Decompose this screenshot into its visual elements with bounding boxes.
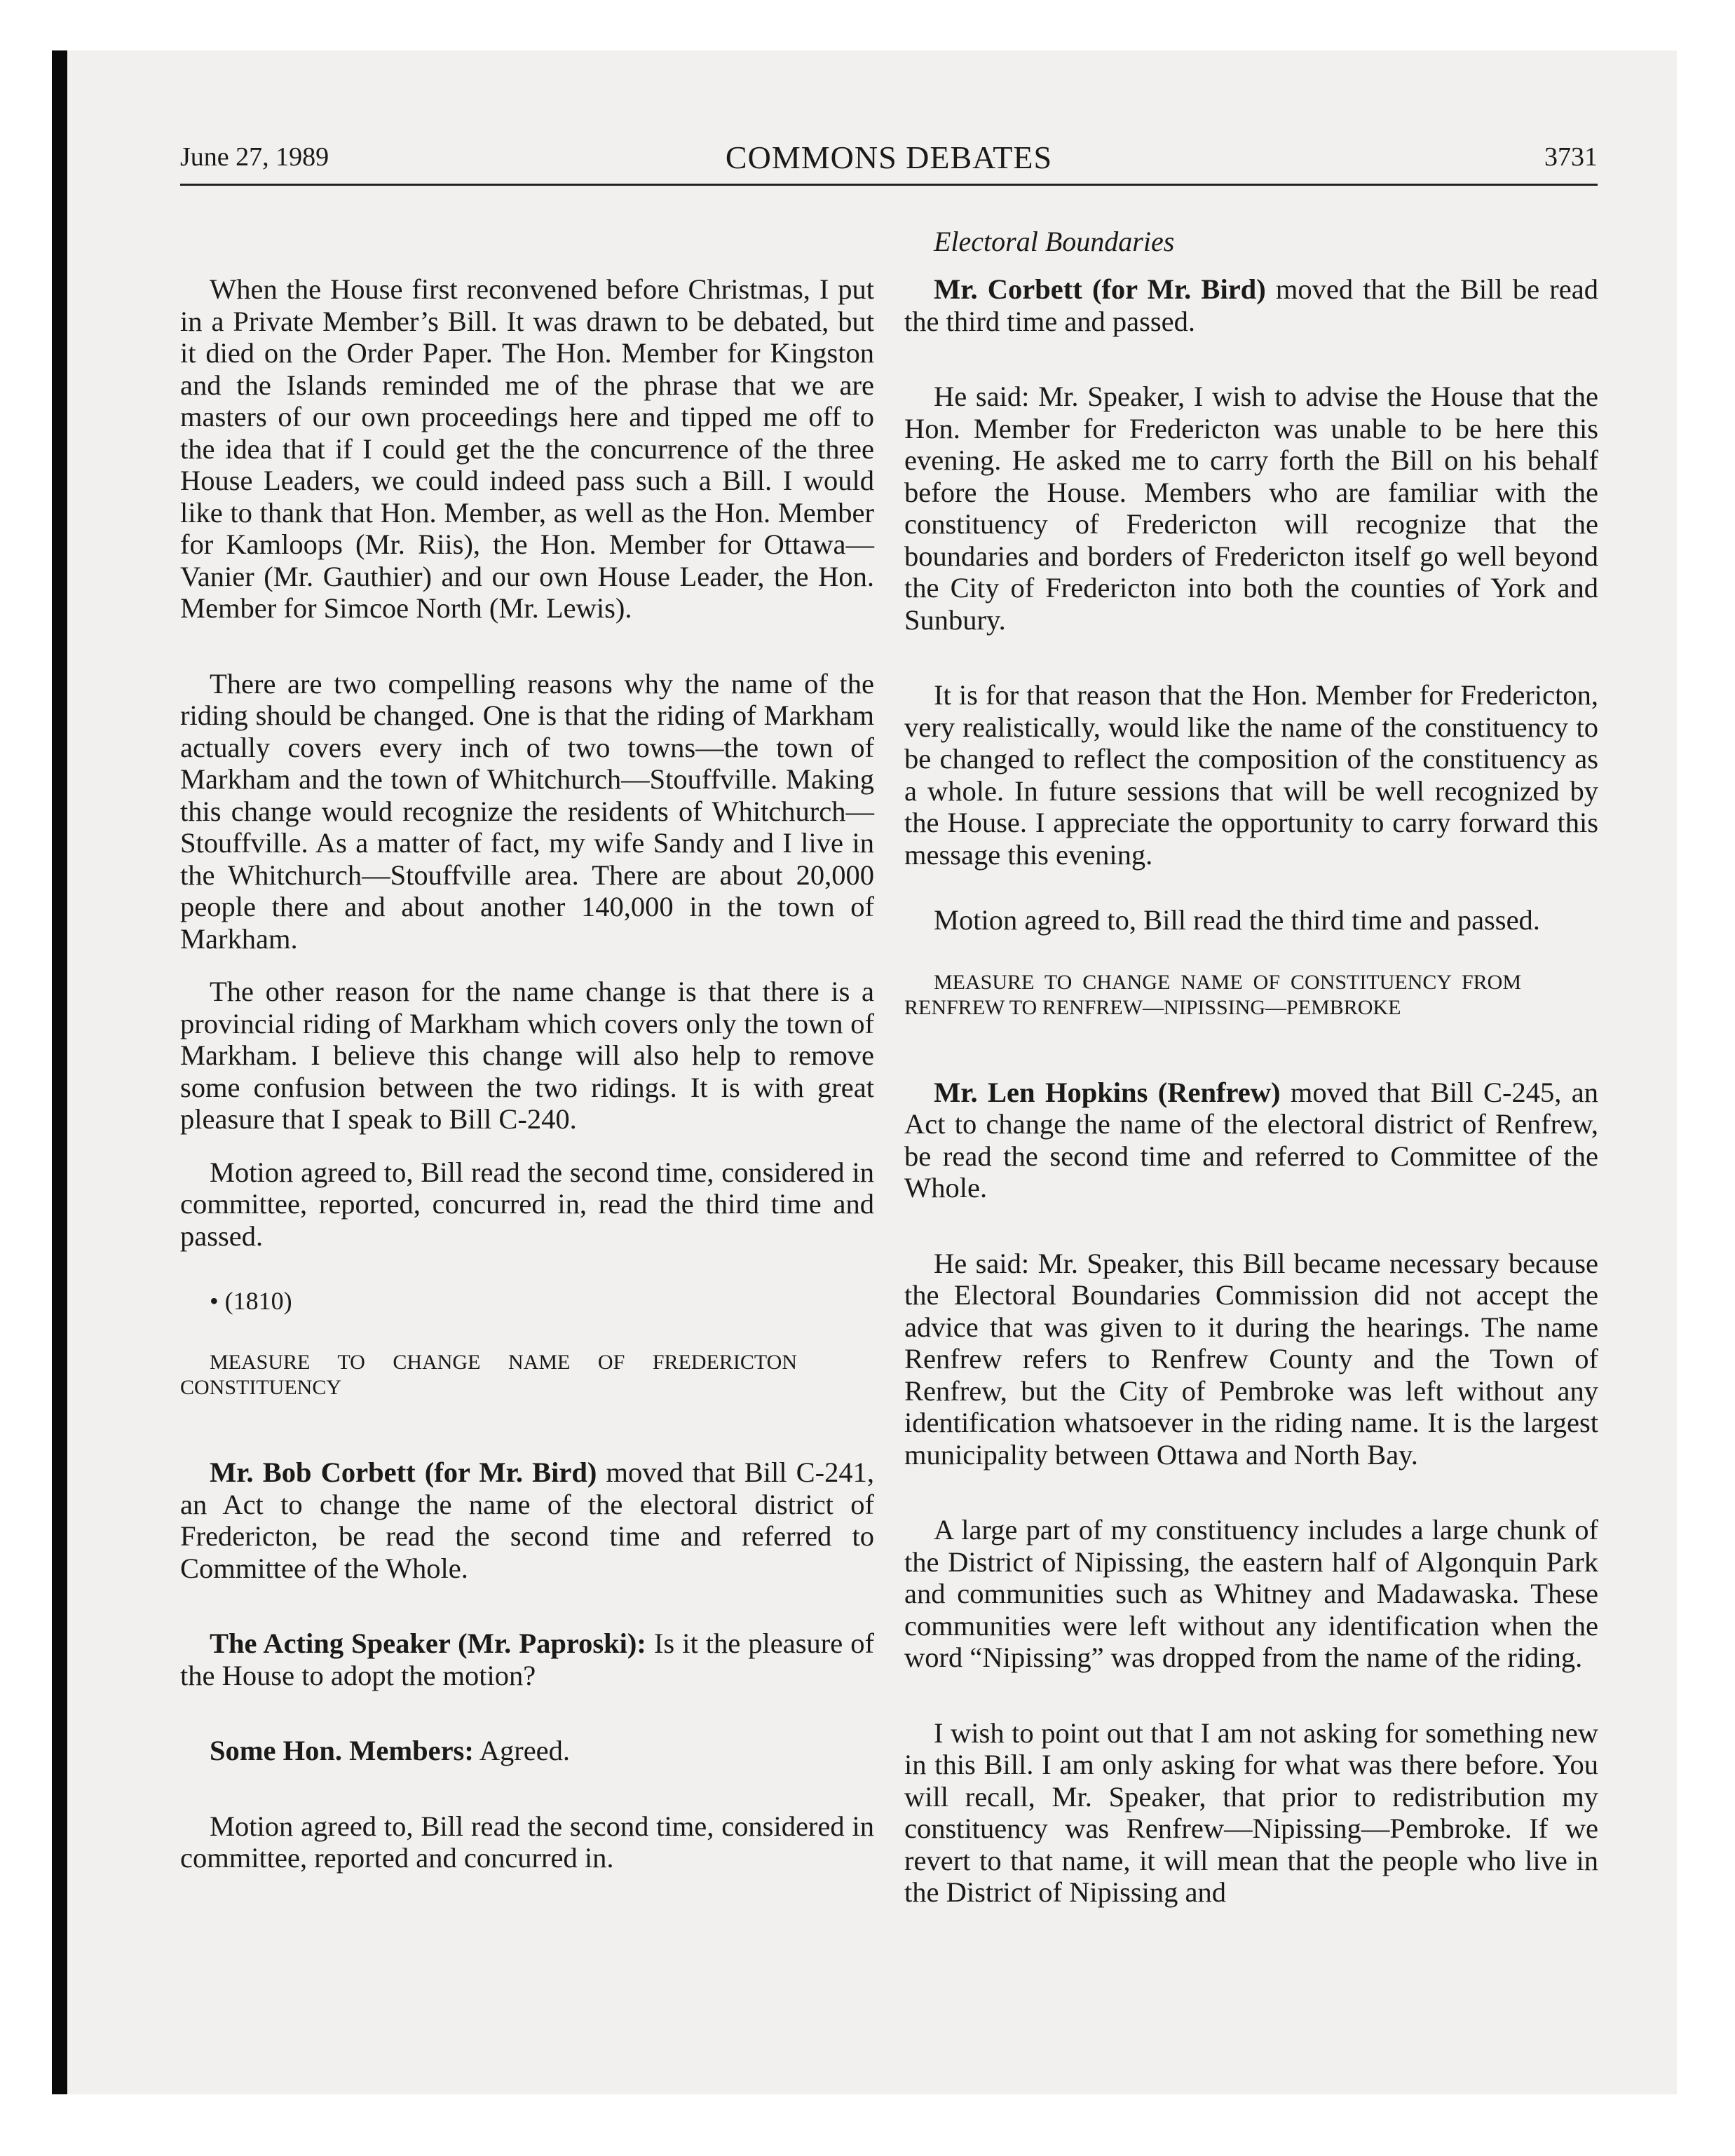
page-number: 3731: [1544, 142, 1598, 172]
paragraph: It is for that reason that the Hon. Member for Fredericton, very realistically, would like the name of the constituency to be changed to reflect the composition of the constituency as a whole. In future sessions that will be well recognized by the House. I appreciate the opportunity to carry forward this message this evening.: [904, 679, 1598, 871]
speech-text: moved that the Bill be read the third time and passed.: [904, 273, 1598, 337]
speaker-name: Mr. Bob Corbett (for Mr. Bird): [210, 1456, 597, 1488]
paragraph: [180, 1456, 874, 1584]
speech-text: moved that Bill C-241, an Act to change the name of the electoral district of Fredericton, be read the second time and referred to Committee of the Whole.: [180, 1456, 874, 1584]
time-stamp: • (1810): [210, 1287, 292, 1315]
section-heading: MEASURE TO CHANGE NAME OF FREDERICTON CONSTITUENCY: [180, 1351, 797, 1399]
speech-text: moved that Bill C-245, an Act to change the name of the electoral district of Renfrew, be read the second time and referred to Committee of the Whole.: [904, 1076, 1598, 1203]
section-heading: MEASURE TO CHANGE NAME OF CONSTITUENCY FROM RENFREW TO RENFREW—NIPISSING—PEMBROKE: [904, 970, 1521, 1019]
paragraph: [904, 273, 1598, 337]
speaker-name: Mr. Corbett (for Mr. Bird): [934, 273, 1266, 305]
page-header: [180, 139, 1598, 186]
paragraph: A large part of my constituency includes a large chunk of the District of Nipissing, the eastern half of Algonquin Park and communities such as Whitney and Madawaska. These communities were left without any identification when the word “Nipissing” was dropped from the name of the riding.: [904, 1514, 1598, 1673]
section-title: Electoral Boundaries: [934, 226, 1175, 257]
paragraph: I wish to point out that I am not asking for something new in this Bill. I am only asking for what was there before. You will recall, Mr. Speaker, that prior to redistribution my constituency was Renfrew—Nipissing—Pembroke. If we revert to that name, it will mean that the people who live in the District of Nipissing and: [904, 1717, 1598, 1908]
left-column: [180, 226, 874, 1874]
paragraph: Motion agreed to, Bill read the second time, considered in committee, reported, concurred in, read the third time and passed.: [180, 1156, 874, 1252]
paragraph: The other reason for the name change is that there is a provincial riding of Markham which covers only the town of Markham. I believe this change will also help to remove some confusion between the two ridings. It is with great pleasure that I speak to Bill C-240.: [180, 976, 874, 1135]
speech-text: Is it the pleasure of the House to adopt the motion?: [180, 1628, 874, 1691]
paragraph: There are two compelling reasons why the name of the riding should be changed. One is that the riding of Markham actually covers every inch of two towns—the town of Markham and the town of Whitchurch—Stouffville. Making this change would recognize the residents of Whitchurch—Stouffville. As a matter of fact, my wife Sandy and I live in the Whitchurch—Stouffville area. There are about 20,000 people there and about another 140,000 in the town of Markham.: [180, 667, 874, 955]
right-column: [904, 226, 1598, 1909]
header-title: COMMONS DEBATES: [725, 139, 1053, 175]
paragraph: Motion agreed to, Bill read the third time and passed.: [934, 904, 1540, 936]
speaker-name: Some Hon. Members:: [210, 1735, 474, 1766]
speech-text: Agreed.: [473, 1735, 571, 1766]
paragraph: Motion agreed to, Bill read the second time, considered in committee, reported and concurred in.: [180, 1810, 874, 1874]
paragraph: He said: Mr. Speaker, this Bill became necessary because the Electoral Boundaries Commission did not accept the advice that was given to it during the hearings. The name Renfrew refers to Renfrew County and the Town of Renfrew, but the City of Pembroke was left without any identification whatsoever in the riding name. It is the largest municipality between Ottawa and North Bay.: [904, 1247, 1598, 1471]
paragraph: [180, 1628, 874, 1691]
speaker-name: Mr. Len Hopkins (Renfrew): [934, 1076, 1281, 1108]
header-date: June 27, 1989: [180, 142, 329, 172]
paragraph: [180, 1735, 874, 1767]
paragraph: When the House first reconvened before Christmas, I put in a Private Member’s Bill. It was drawn to be debated, but it died on the Order Paper. The Hon. Member for Kingston and the Islands reminded me of the phrase that we are masters of our own proceedings here and tipped me off to the idea that if I could get the the concurrence of the three House Leaders, we could indeed pass such a Bill. I would like to thank that Hon. Member, as well as the Hon. Member for Kamloops (Mr. Riis), the Hon. Member for Ottawa—Vanier (Mr. Gauthier) and our own House Leader, the Hon. Member for Simcoe North (Mr. Lewis).: [180, 273, 874, 624]
paragraph: [904, 1077, 1598, 1204]
paragraph: He said: Mr. Speaker, I wish to advise the House that the Hon. Member for Fredericton was unable to be here this evening. He asked me to carry forth the Bill on his behalf before the House. Members who are familiar with the constituency of Fredericton will recognize that the boundaries and borders of Fredericton itself go well beyond the City of Fredericton into both the counties of York and Sunbury.: [904, 381, 1598, 636]
scan-edge: [52, 50, 67, 2094]
speaker-name: The Acting Speaker (Mr. Paproski):: [210, 1628, 646, 1659]
